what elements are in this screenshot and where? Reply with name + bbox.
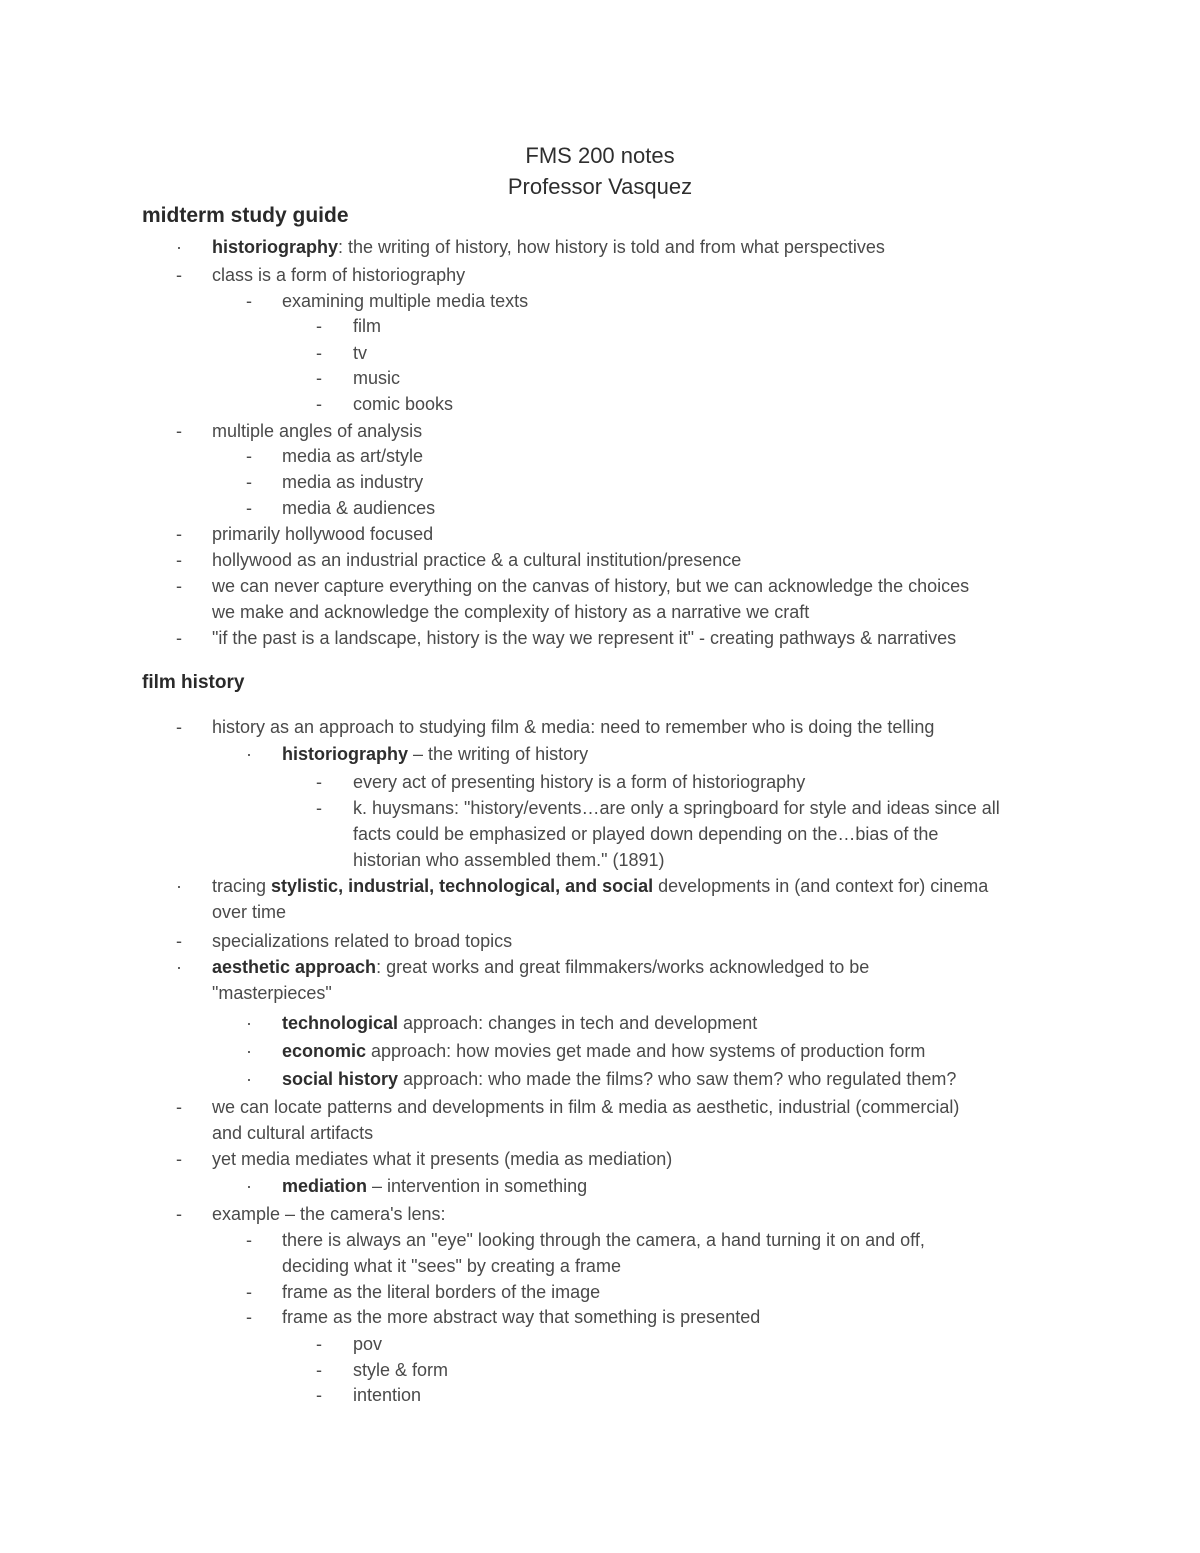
text-run: media as art/style bbox=[282, 446, 424, 466]
list-bullet: - bbox=[246, 446, 252, 466]
text-run: approach: changes in tech and development bbox=[398, 1013, 758, 1033]
list-item bbox=[246, 1304, 761, 1330]
list-item-text bbox=[212, 573, 969, 625]
list-bullet: - bbox=[246, 1307, 252, 1327]
list-item-text bbox=[353, 1331, 382, 1357]
list-item-text bbox=[282, 495, 435, 521]
text-run: tv bbox=[353, 343, 368, 363]
text-run: and cultural artifacts bbox=[212, 1123, 374, 1143]
text-run: class is a form of historiography bbox=[212, 265, 466, 285]
text-line bbox=[212, 234, 885, 260]
list-item bbox=[176, 521, 434, 547]
text-line bbox=[282, 1227, 925, 1253]
list-bullet: - bbox=[176, 576, 182, 596]
text-line bbox=[282, 443, 423, 469]
list-item-text bbox=[282, 1227, 925, 1279]
bold-term: economic bbox=[282, 1041, 367, 1061]
list-item-text bbox=[212, 625, 956, 651]
list-bullet: · bbox=[176, 957, 182, 977]
bold-term: aesthetic approach bbox=[212, 957, 377, 977]
list-item-text bbox=[353, 313, 381, 339]
text-run: tracing bbox=[212, 876, 272, 896]
text-run: we can locate patterns and developments in film & media as aesthetic, industrial (commercial) bbox=[212, 1097, 960, 1117]
text-line bbox=[212, 1146, 672, 1172]
list-bullet: - bbox=[316, 394, 322, 414]
text-line bbox=[282, 1038, 925, 1064]
list-bullet: · bbox=[246, 744, 252, 764]
text-run: intention bbox=[353, 1385, 422, 1405]
text-run: music bbox=[353, 368, 401, 388]
list-item-text bbox=[212, 418, 422, 444]
list-bullet: - bbox=[246, 1230, 252, 1250]
list-item-text bbox=[353, 340, 367, 366]
list-bullet: - bbox=[316, 798, 322, 818]
list-item bbox=[246, 288, 529, 314]
text-run: comic books bbox=[353, 394, 454, 414]
text-line bbox=[353, 365, 400, 391]
list-bullet: - bbox=[176, 628, 182, 648]
list-item-text bbox=[282, 288, 528, 314]
list-item-text bbox=[282, 1173, 587, 1199]
list-item-text bbox=[212, 234, 885, 260]
list-item-text bbox=[212, 521, 433, 547]
text-line bbox=[353, 847, 1000, 873]
text-run: historian who assembled them." (1891) bbox=[353, 850, 665, 870]
list-item-text bbox=[212, 873, 988, 925]
list-item bbox=[246, 469, 424, 495]
text-run: multiple angles of analysis bbox=[212, 421, 423, 441]
list-bullet: · bbox=[246, 1069, 252, 1089]
list-item-text bbox=[353, 769, 805, 795]
list-bullet: - bbox=[176, 550, 182, 570]
text-run: pov bbox=[353, 1334, 383, 1354]
text-run: primarily hollywood focused bbox=[212, 524, 434, 544]
text-run: deciding what it "sees" by creating a frame bbox=[282, 1256, 621, 1276]
list-item bbox=[176, 954, 870, 1006]
list-item bbox=[176, 1201, 446, 1227]
list-bullet: - bbox=[176, 1097, 182, 1117]
text-line bbox=[212, 625, 956, 651]
list-item-text bbox=[212, 928, 512, 954]
text-line bbox=[212, 980, 869, 1006]
text-run: approach: how movies get made and how systems of production form bbox=[366, 1041, 926, 1061]
title-block bbox=[0, 140, 1200, 202]
text-line bbox=[353, 1382, 421, 1408]
list-item bbox=[246, 741, 589, 767]
list-item bbox=[246, 443, 424, 469]
text-run: film bbox=[353, 316, 381, 336]
list-item bbox=[246, 1227, 925, 1279]
list-item-text bbox=[212, 954, 869, 1006]
list-item bbox=[316, 795, 1000, 873]
text-line bbox=[282, 1304, 760, 1330]
list-bullet: - bbox=[316, 1334, 322, 1354]
text-line bbox=[282, 1010, 757, 1036]
list-item bbox=[246, 1066, 957, 1092]
list-item bbox=[246, 1279, 601, 1305]
list-item bbox=[316, 365, 401, 391]
text-line bbox=[282, 469, 423, 495]
text-line bbox=[212, 418, 422, 444]
text-run: : the writing of history, how history is told and from what perspectives bbox=[338, 237, 885, 257]
text-line bbox=[282, 1279, 600, 1305]
text-line bbox=[212, 714, 934, 740]
text-line bbox=[282, 1253, 925, 1279]
list-item bbox=[176, 714, 935, 740]
text-run: frame as the literal borders of the image bbox=[282, 1282, 601, 1302]
section-heading-film-history: film history bbox=[142, 672, 245, 693]
text-run: – intervention in something bbox=[367, 1176, 588, 1196]
text-line bbox=[212, 954, 869, 980]
list-item-text bbox=[282, 1038, 925, 1064]
list-bullet: - bbox=[176, 1149, 182, 1169]
list-bullet: - bbox=[246, 291, 252, 311]
list-bullet: - bbox=[316, 1360, 322, 1380]
list-item bbox=[246, 1173, 588, 1199]
document-title: FMS 200 notes bbox=[525, 143, 675, 168]
list-bullet: · bbox=[176, 876, 182, 896]
list-item-text bbox=[212, 262, 465, 288]
text-run: "masterpieces" bbox=[212, 983, 332, 1003]
list-item-text bbox=[282, 741, 588, 767]
list-item-text bbox=[282, 1066, 956, 1092]
list-item-text bbox=[282, 1010, 757, 1036]
list-item-text bbox=[212, 714, 934, 740]
text-run: over time bbox=[212, 902, 287, 922]
text-run: media as industry bbox=[282, 472, 424, 492]
bold-term: historiography bbox=[212, 237, 339, 257]
list-bullet: - bbox=[316, 368, 322, 388]
list-item-text bbox=[353, 365, 400, 391]
text-run: every act of presenting history is a form of historiography bbox=[353, 772, 806, 792]
text-line bbox=[212, 873, 988, 899]
section-heading-midterm: midterm study guide bbox=[142, 204, 349, 227]
text-line bbox=[353, 769, 805, 795]
text-line bbox=[282, 741, 588, 767]
list-bullet: - bbox=[176, 265, 182, 285]
list-bullet: - bbox=[176, 1204, 182, 1224]
text-run: yet media mediates what it presents (media as mediation) bbox=[212, 1149, 673, 1169]
list-item bbox=[176, 234, 885, 260]
list-bullet: · bbox=[246, 1013, 252, 1033]
list-bullet: · bbox=[246, 1041, 252, 1061]
text-run: examining multiple media texts bbox=[282, 291, 529, 311]
list-item bbox=[316, 313, 381, 339]
list-item-text bbox=[353, 1357, 448, 1383]
text-line bbox=[282, 1066, 956, 1092]
text-run: "if the past is a landscape, history is the way we represent it" - creating pathways & narratives bbox=[212, 628, 957, 648]
list-bullet: - bbox=[176, 717, 182, 737]
list-bullet: · bbox=[176, 237, 182, 257]
text-run: k. huysmans: "history/events…are only a springboard for style and ideas since all bbox=[353, 798, 1000, 818]
list-item bbox=[176, 1094, 960, 1146]
bold-term: stylistic, industrial, technological, and social bbox=[271, 876, 654, 896]
text-line bbox=[353, 795, 1000, 821]
text-line bbox=[212, 599, 969, 625]
list-bullet: · bbox=[246, 1176, 252, 1196]
text-run: history as an approach to studying film & media: need to remember who is doing the telling bbox=[212, 717, 935, 737]
text-line bbox=[212, 547, 741, 573]
list-item bbox=[316, 769, 806, 795]
text-run: specializations related to broad topics bbox=[212, 931, 513, 951]
list-item bbox=[316, 391, 454, 417]
list-bullet: - bbox=[176, 524, 182, 544]
bold-term: mediation bbox=[282, 1176, 368, 1196]
text-run: media & audiences bbox=[282, 498, 436, 518]
list-item-text bbox=[282, 443, 423, 469]
text-line bbox=[282, 495, 435, 521]
list-bullet: - bbox=[316, 343, 322, 363]
list-item bbox=[176, 573, 970, 625]
text-run: there is always an "eye" looking through the camera, a hand turning it on and off, bbox=[282, 1230, 925, 1250]
list-item bbox=[316, 1357, 449, 1383]
text-line bbox=[212, 1094, 959, 1120]
text-line bbox=[353, 391, 453, 417]
list-bullet: - bbox=[316, 316, 322, 336]
list-bullet: - bbox=[176, 931, 182, 951]
text-line bbox=[353, 1357, 448, 1383]
text-run: style & form bbox=[353, 1360, 449, 1380]
text-line bbox=[353, 313, 381, 339]
text-run: : great works and great filmmakers/works acknowledged to be bbox=[376, 957, 870, 977]
bold-term: historiography bbox=[282, 744, 409, 764]
list-bullet: - bbox=[316, 772, 322, 792]
text-line bbox=[353, 1331, 382, 1357]
document-subtitle: Professor Vasquez bbox=[507, 174, 693, 199]
list-bullet: - bbox=[246, 498, 252, 518]
list-item bbox=[176, 873, 989, 925]
list-item bbox=[176, 625, 957, 651]
text-line bbox=[212, 899, 988, 925]
list-item bbox=[176, 262, 466, 288]
list-item-text bbox=[212, 547, 741, 573]
text-run: approach: who made the films? who saw them? who regulated them? bbox=[398, 1069, 957, 1089]
text-line bbox=[212, 262, 465, 288]
list-item-text bbox=[212, 1146, 672, 1172]
text-line bbox=[212, 573, 969, 599]
list-bullet: - bbox=[246, 472, 252, 492]
list-bullet: - bbox=[246, 1282, 252, 1302]
list-bullet: - bbox=[176, 421, 182, 441]
text-run: frame as the more abstract way that something is presented bbox=[282, 1307, 761, 1327]
list-item bbox=[316, 340, 368, 366]
list-item-text bbox=[212, 1094, 959, 1146]
list-item bbox=[246, 495, 436, 521]
list-item-text bbox=[212, 1201, 446, 1227]
text-line bbox=[212, 1201, 446, 1227]
bold-term: social history bbox=[282, 1069, 399, 1089]
text-line bbox=[212, 1120, 959, 1146]
list-item-text bbox=[282, 1304, 760, 1330]
list-item bbox=[246, 1038, 926, 1064]
list-item-text bbox=[282, 1279, 600, 1305]
list-item-text bbox=[282, 469, 423, 495]
text-line bbox=[282, 288, 528, 314]
list-item-text bbox=[353, 1382, 421, 1408]
list-item bbox=[176, 928, 513, 954]
text-line bbox=[353, 340, 367, 366]
text-line bbox=[212, 928, 512, 954]
bold-term: technological bbox=[282, 1013, 399, 1033]
text-run: hollywood as an industrial practice & a cultural institution/presence bbox=[212, 550, 742, 570]
list-item-text bbox=[353, 795, 1000, 873]
text-line bbox=[212, 521, 433, 547]
text-line bbox=[353, 821, 1000, 847]
list-item bbox=[176, 418, 423, 444]
text-run: we can never capture everything on the canvas of history, but we can acknowledge the choices bbox=[212, 576, 970, 596]
text-line bbox=[282, 1173, 587, 1199]
list-item bbox=[316, 1382, 422, 1408]
text-run: – the writing of history bbox=[408, 744, 589, 764]
list-item bbox=[316, 1331, 383, 1357]
list-item bbox=[246, 1010, 758, 1036]
list-item bbox=[176, 1146, 673, 1172]
text-run: facts could be emphasized or played down depending on the…bias of the bbox=[353, 824, 939, 844]
text-run: example – the camera's lens: bbox=[212, 1204, 446, 1224]
list-item bbox=[176, 547, 742, 573]
text-run: we make and acknowledge the complexity of history as a narrative we craft bbox=[212, 602, 810, 622]
list-item-text bbox=[353, 391, 453, 417]
list-bullet: - bbox=[316, 1385, 322, 1405]
text-run: developments in (and context for) cinema bbox=[653, 876, 989, 896]
